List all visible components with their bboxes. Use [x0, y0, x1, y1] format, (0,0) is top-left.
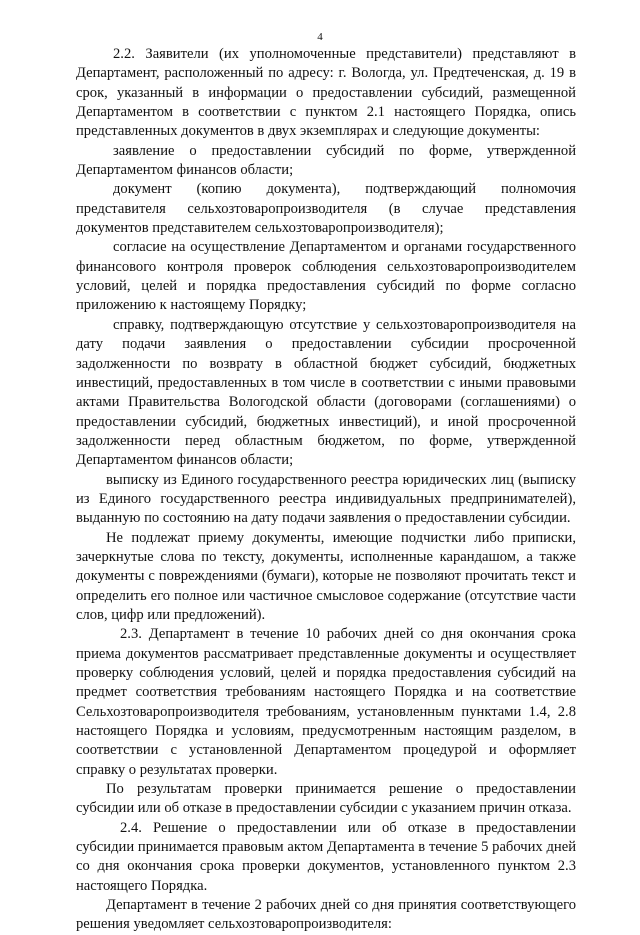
paragraph-debt-certificate: справку, подтверждающую отсутствие у сельхозтоваропроизводителя на дату подачи заявления о предоставлении субсидии просроченной задолженности по возврату в областной бюджет субсидий, бюджетных инвестиций, предоставленных в том числе в соответствии с иными правовыми актами Правительства Вологодской области (договорами (соглашениями) о предоставлении субсидий, бюджетных инвестиций), и иной просроченной задолженности перед областным бюджетом, по форме, утвержденной Департаментом финансов области;: [76, 316, 576, 469]
paragraph-inspection-result: По результатам проверки принимается решение о предоставлении субсидии или об отказе в предоставлении субсидии с указанием причин отказа.: [76, 781, 576, 817]
paragraph-application: заявление о предоставлении субсидий по форме, утвержденной Департаментом финансов области;: [76, 142, 576, 179]
paragraph-consent: согласие на осуществление Департаментом и органами государственного финансового контроля проверок соблюдения сельхозтоваропроизводителем условий, целей и порядка предоставления субсидий по форме согласно приложению к настоящему Порядку;: [76, 239, 576, 314]
paragraph-2-2: 2.2. Заявители (их уполномоченные представители) представляют в Департамент, расположенный по адресу: г. Вологда, ул. Предтеченская, д. 19 в срок, указанный в информации о предоставлении субсидий, размещенной Департаментом в соответствии с пунктом 2.1 настоящего Порядка, опись представленных документов в двух экземплярах и следующие документы:: [76, 46, 576, 140]
paragraph-2-4: 2.4. Решение о предоставлении или об отказе в предоставлении субсидии принимается правовым актом Департамента в течение 5 рабочих дней со дня окончания срока проверки документов, установленного пунктом 2.3 настоящего Порядка.: [76, 819, 576, 894]
page-number: 4: [317, 31, 323, 43]
paragraph-authority-document: документ (копию документа), подтверждающий полномочия представителя сельхозтоваропроизводителя (в случае представления документов представителем сельхозтоваропроизводителя);: [76, 181, 576, 237]
paragraph-notification: Департамент в течение 2 рабочих дней со дня принятия соответствующего решения уведомляет сельхозтоваропроизводителя:: [76, 897, 576, 933]
document-body: [76, 45, 576, 935]
paragraph-rejected-documents: Не подлежат приему документы, имеющие подчистки либо приписки, зачеркнутые слова по тексту, документы, исполненные карандашом, а также документы с повреждениями (бумаги), которые не позволяют прочитать текст и определить его полное или частичное смысловое содержание (отсутствие части слов, цифр или предложений).: [76, 529, 576, 623]
paragraph-registry-extract: выписку из Единого государственного реестра юридических лиц (выписку из Единого государственного реестра индивидуальных предпринимателей), выданную по состоянию на дату подачи заявления о предоставлении субсидии.: [76, 471, 576, 527]
paragraph-2-3: 2.3. Департамент в течение 10 рабочих дней со дня окончания срока приема документов рассматривает представленные документы и осуществляет проверку соблюдения условий, целей и порядка предоставления субсидий на предмет соответствия требованиям настоящего Порядка и на соответствие Сельхозтоваропроизводителя требованиям, установленным пунктами 1.4, 2.8 настоящего Порядка и условиям, предусмотренным настоящим разделом, в соответствии с установленной Департаментом процедурой и оформляет справку о результатах проверки.: [76, 626, 576, 778]
